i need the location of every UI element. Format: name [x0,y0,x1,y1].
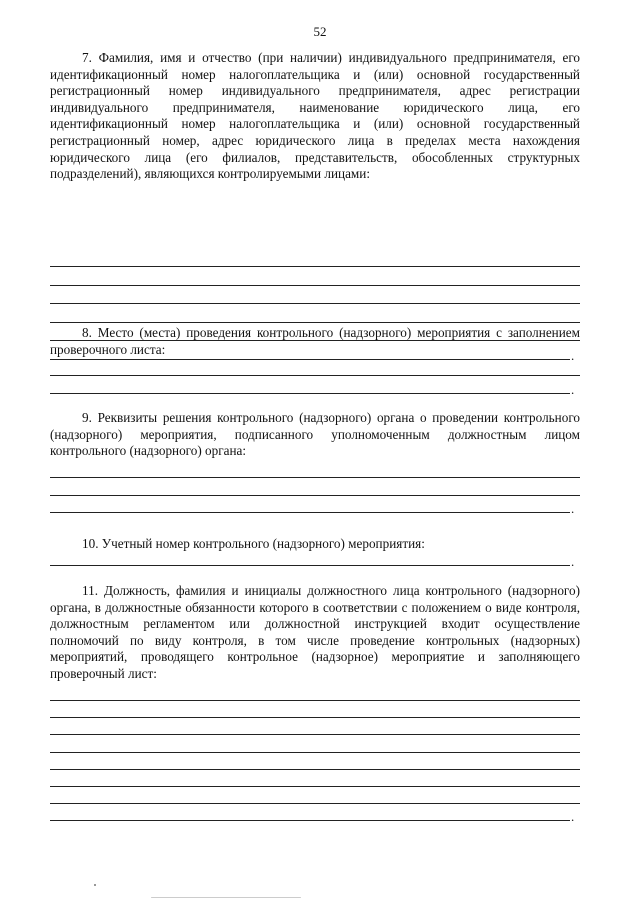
item-10-section [50,536,580,569]
item-7-text: 7. Фамилия, имя и отчество (при наличии) индивидуального предпринимателя, его идентификационный номер налогоплательщика и (или) основной государственный регистрационный номер индивидуального предпринимателя, адрес регистрации индивидуального предпринимателя, наименование юридического лица, его идентификационный номер налогоплательщика и (или) основной государственный регистрационный номер, адрес юридического лица в пределах места нахождения юридического лица (его филиалов, представительств, обособленных структурных подразделений), являющихся контролируемыми лицами: [50,50,580,182]
fill-line[interactable] [50,477,580,478]
fill-line[interactable] [50,700,580,701]
fill-line[interactable] [50,752,580,753]
fill-line[interactable] [50,495,580,496]
fill-line[interactable] [50,803,580,804]
fill-line[interactable] [50,717,580,718]
line-end-period: . [571,554,575,569]
fill-line[interactable] [50,322,580,323]
item-9-text: 9. Реквизиты решения контрольного (надзорного) органа о проведении контрольного (надзорного) мероприятия, подписанного уполномоченным должностным лицом контрольного (надзорного) органа: [50,410,580,459]
page-number: 52 [313,24,327,39]
scan-edge-mark [151,897,301,898]
fill-line[interactable] [50,769,580,770]
item-8-section [50,325,580,397]
item-9-section [50,410,580,516]
fill-line[interactable] [50,734,580,735]
line-end-period: . [571,347,575,363]
fill-line[interactable] [50,512,570,513]
fill-line[interactable] [50,786,580,787]
item-10-text: 10. Учетный номер контрольного (надзорного) мероприятия: [82,536,425,551]
item-11-text: 11. Должность, фамилия и инициалы должностного лица контрольного (надзорного) органа, в должностные обязанности которого в соответствии с положением о виде контроля, должностным регламентом или должностной инструкцией входит осуществление полномочий по виду контроля, в том числе проведение контрольных (надзорных) мероприятий, проводящего контрольное (надзорное) мероприятие и заполняющего проверочный лист: [50,583,580,681]
fill-line[interactable] [50,393,570,394]
fill-line[interactable] [50,359,570,360]
fill-line[interactable] [50,375,580,376]
item-11-section [50,583,580,825]
line-end-period: . [571,382,575,397]
scan-speck [94,884,96,886]
fill-line[interactable] [50,820,570,821]
fill-line[interactable] [50,303,580,304]
fill-line[interactable] [50,285,580,286]
fill-line[interactable] [50,565,570,566]
item-8-text: 8. Место (места) проведения контрольного (надзорного) мероприятия с заполнением проверочного листа: [50,325,580,357]
fill-line[interactable] [50,266,580,267]
line-end-period: . [571,809,575,825]
line-end-period: . [571,501,575,516]
